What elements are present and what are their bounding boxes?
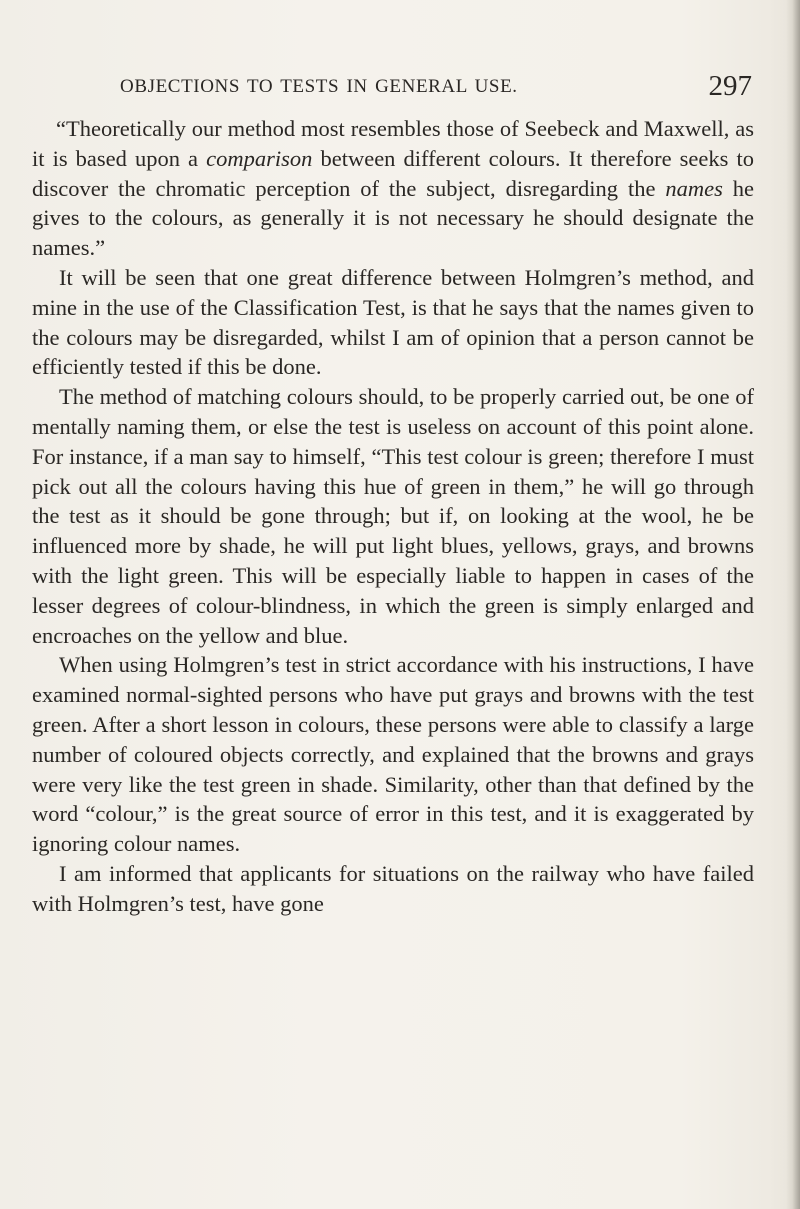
page-edge-shadow xyxy=(786,0,800,1209)
paragraph-quote xyxy=(32,114,754,263)
italic-names: names xyxy=(665,175,723,201)
running-head: OBJECTIONS TO TESTS IN GENERAL USE. xyxy=(120,76,518,97)
italic-comparison: comparison xyxy=(206,145,313,171)
paragraph-text: “Theoretically our method most resembles those of Seebeck and Maxwell, as it is based upon a xyxy=(32,116,754,171)
paragraph-text: between different colours. It therefore seeks to discover the chromatic perception of the subject, disregarding the xyxy=(32,145,754,201)
paragraph: The method of matching colours should, to be properly carried out, be one of mentally naming them, or else the test is useless on account of this point alone. For instance, if a man say to himself, “This test colour is green; therefore I must pick out all the colours having this hue of green in them,” he will go through the test as it should be gone through; but if, on looking at the wool, he be influenced more by shade, he will put light blues, yellows, grays, and browns with the light green. This will be especially liable to happen in cases of the lesser degrees of colour-blindness, in which the green is simply enlarged and encroaches on the yellow and blue. xyxy=(32,384,754,648)
paragraph: I am informed that applicants for situations on the railway who have failed with Holmgren’s test, have gone xyxy=(32,860,754,916)
paragraph: It will be seen that one great difference between Holmgren’s method, and mine in the use of the Classification Test, is that he says that the names given to the colours may be disregarded, whilst I am of opinion that a person cannot be efficiently tested if this be done. xyxy=(32,264,754,380)
paragraph-text: he gives to the colours, as generally it is not necessary he should designate the names.” xyxy=(32,175,754,261)
page-number: 297 xyxy=(708,70,752,102)
paragraph: When using Holmgren’s test in strict accordance with his instructions, I have examined normal-sighted persons who have put grays and browns with the test green. After a short lesson in colours, these persons were able to classify a large number of coloured objects correctly, and explained that the browns and grays were very like the test green in shade. Similarity, other than that defined by the word “colour,” is the great source of error in this test, and it is exaggerated by ignoring colour names. xyxy=(32,652,754,857)
body-text xyxy=(32,114,754,919)
page-header xyxy=(60,68,752,104)
